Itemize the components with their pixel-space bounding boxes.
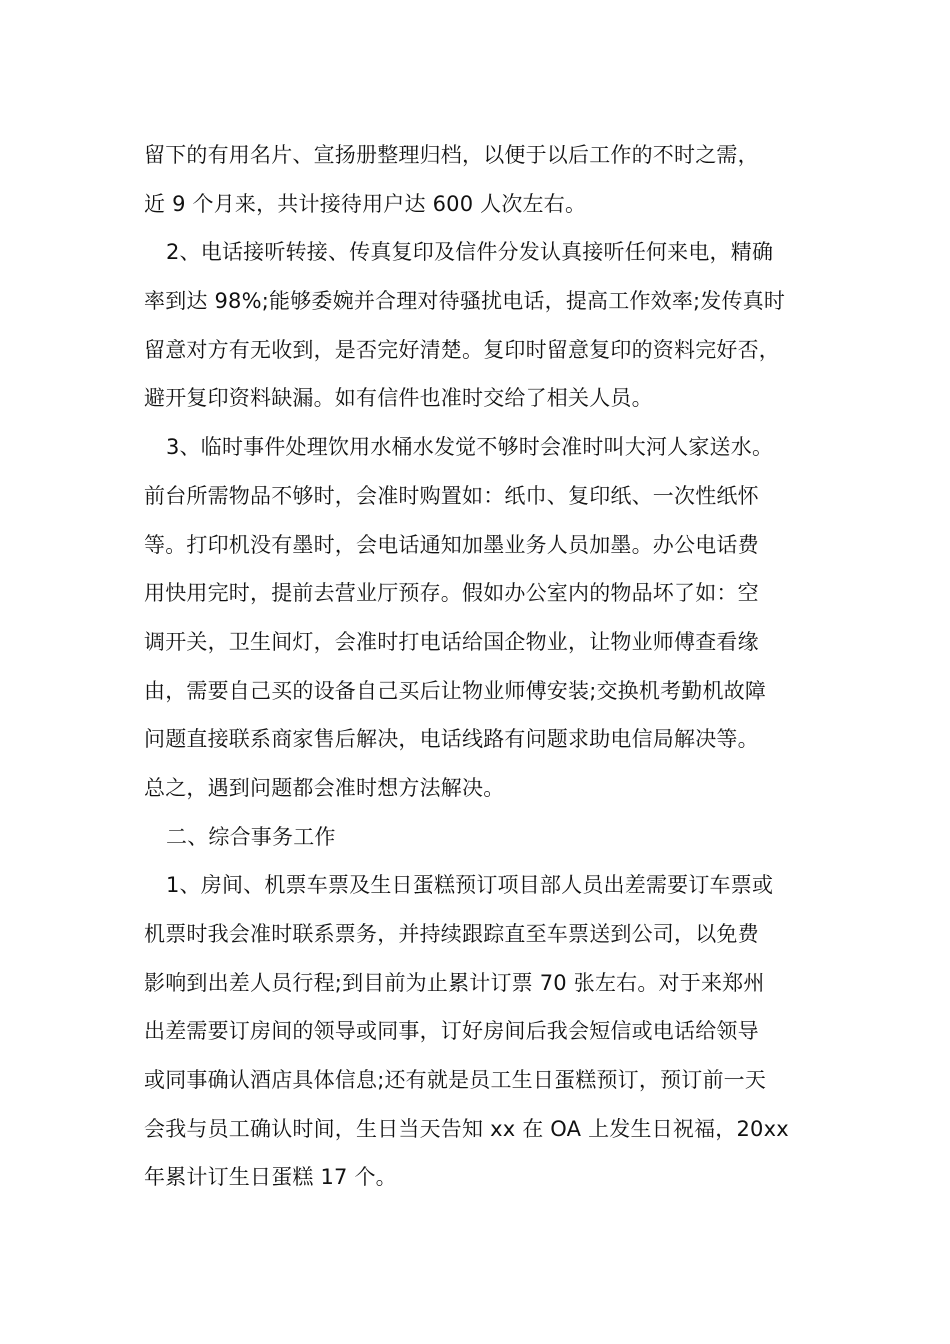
text-line: 等。打印机没有墨时，会电话通知加墨业务人员加墨。办公电话费 (144, 532, 759, 557)
text-line: 由，需要自己买的设备自己买后让物业师傅安装;交换机考勤机故障 (144, 678, 767, 703)
text-line: 率到达 98%;能够委婉并合理对待骚扰电话，提高工作效率;发传真时 (144, 289, 786, 314)
text-line: 留意对方有无收到，是否完好清楚。复印时留意复印的资料完好否， (144, 337, 780, 362)
text-line: 前台所需物品不够时，会准时购置如：纸巾、复印纸、一次性纸怀 (144, 483, 759, 508)
text-line: 调开关，卫生间灯，会准时打电话给国企物业，让物业师傅查看缘 (144, 629, 759, 654)
text-line: 用快用完时，提前去营业厅预存。假如办公室内的物品坏了如：空 (144, 581, 759, 606)
text-line: 留下的有用名片、宣扬册整理归档，以便于以后工作的不时之需， (144, 143, 759, 167)
text-line: 1、房间、机票车票及生日蛋糕预订项目部人员出差需要订车票或 (166, 873, 774, 898)
text-line: 机票时我会准时联系票务，并持续跟踪直至车票送到公司，以免费 (144, 922, 759, 946)
text-line: 近 9 个月来，共计接待用户达 600 人次左右。 (144, 191, 587, 216)
text-line: 总之，遇到问题都会准时想方法解决。 (144, 775, 505, 800)
text-line: 年累计订生日蛋糕 17 个。 (144, 1165, 397, 1190)
text-line: 影响到出差人员行程;到目前为止累计订票 70 张左右。对于来郑州 (144, 970, 765, 995)
text-line: 2、电话接听转接、传真复印及信件分发认真接听任何来电，精确 (166, 240, 774, 265)
document-body (144, 131, 824, 1202)
text-line: 问题直接联系商家售后解决，电话线路有问题求助电信局解决等。 (144, 727, 759, 752)
text-line: 会我与员工确认时间，生日当天告知 xx 在 OA 上发生日祝福，20xx (144, 1116, 789, 1141)
text-line: 避开复印资料缺漏。如有信件也准时交给了相关人员。 (144, 386, 653, 411)
section-heading: 二、综合事务工作 (166, 824, 336, 849)
text-line: 或同事确认酒店具体信息;还有就是员工生日蛋糕预订，预订前一天 (144, 1068, 767, 1093)
text-line: 3、临时事件处理饮用水桶水发觉不够时会准时叫大河人家送水。 (166, 435, 774, 460)
text-line: 出差需要订房间的领导或同事，订好房间后我会短信或电话给领导 (144, 1019, 759, 1044)
